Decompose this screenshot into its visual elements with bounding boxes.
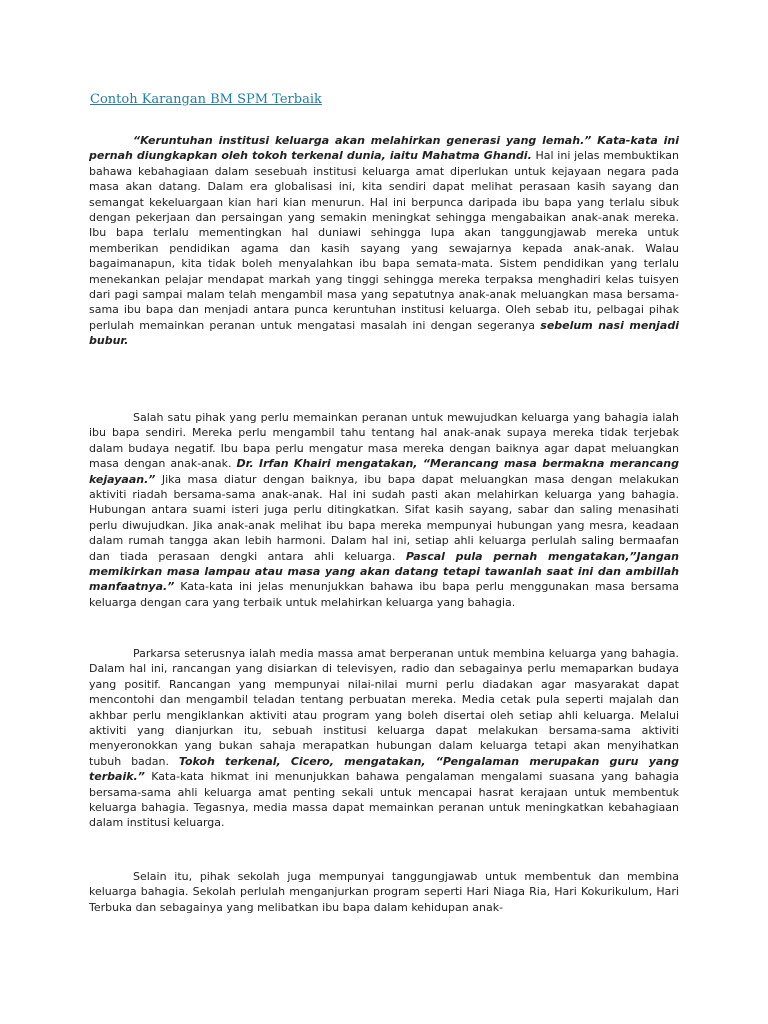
quote-irfan-khairi: Dr. Irfan Khairi mengatakan, “Merancang masa bermakna merancang kejayaan.” xyxy=(89,457,679,486)
paragraph-1-text: Hal ini jelas membuktikan bahawa kebahagiaan dalam sesebuah institusi keluarga amat diperlukan untuk kejayaan negara pada masa akan datang. Dalam era globalisasi ini, kita sendiri dapat melihat perasaan kasih sayang dan semangat kekeluargaan kian hari kian menurun. Hal ini berpunca daripada ibu bapa yang terlalu sibuk dengan pekerjaan dan persaingan yang semakin meningkat sehingga mengabaikan anak-anak mereka. Ibu bapa terlalu mementingkan hal duniawi sehingga lupa akan tanggungjawab mereka untuk memberikan pendidikan agama dan kasih sayang yang sewajarnya kepada anak-anak. Walau bagaimanapun, kita tidak boleh menyalahkan ibu bapa semata-mata. Sistem pendidikan yang terlalu menekankan pelajar mendapat markah yang tinggi sehingga mereka terpaksa menghadiri kelas tuisyen dari pagi sampai malam telah mengambil masa yang sepatutnya anak-anak meluangkan masa bersama-sama ibu bapa dan menjadi antara punca keruntuhan institusi keluarga. Oleh sebab itu, pelbagai pihak perlulah memainkan peranan untuk mengatasi masalah ini dengan segeranya xyxy=(89,149,679,332)
document-title: Contoh Karangan BM SPM Terbaik xyxy=(90,92,322,107)
quote-mahatma-ghandi: “Keruntuhan institusi keluarga akan melahirkan generasi yang lemah.” Kata-kata ini pernah diungkapkan oleh tokoh terkenal dunia, iaitu Mahatma Ghandi. xyxy=(89,134,679,163)
paragraph-2-text-b: Jika masa diatur dengan baiknya, ibu bapa dapat meluangkan masa dengan melakukan aktiviti riadah bersama-sama anak-anak. Hal ini sudah pasti akan melahirkan keluarga yang bahagia. Hubungan antara suami isteri juga perlu ditingkatkan. Sifat kasih sayang, sabar dan saling menasihati perlu diwujudkan. Jika anak-anak melihat ibu bapa mereka mempunyai hubungan yang mesra, keadaan dalam rumah tangga akan lebih harmoni. Dalam hal ini, setiap ahli keluarga perlulah saling bermaafan dan tiada perasaan dengki antara ahli keluarga. xyxy=(89,472,679,563)
paragraph-2-text-c: Kata-kata ini jelas menunjukkan bahawa ibu bapa perlu menggunakan masa bersama keluarga dengan cara yang terbaik untuk melahirkan keluarga yang bahagia. xyxy=(89,580,679,609)
paragraph-4-text: Selain itu, pihak sekolah juga mempunyai tanggungjawab untuk membentuk dan membina keluarga bahagia. Sekolah perlulah menganjurkan program seperti Hari Niaga Ria, Hari Kokurikulum, Hari Terbuka dan sebagainya yang melibatkan ibu bapa dalam kehidupan anak- xyxy=(89,870,679,914)
quote-pascal: Pascal pula pernah mengatakan,”Jangan memikirkan masa lampau atau masa yang akan datang tetapi tawanlah saat ini dan ambillah manfaatnya.” xyxy=(89,549,680,594)
quote-cicero: Tokoh terkenal, Cicero, mengatakan, “Pengalaman merupakan guru yang terbaik.” xyxy=(89,754,680,784)
paragraph-3-text-b: Kata-kata hikmat ini menunjukkan bahawa pengalaman mengalami suasana yang bahagia bersama-sama ahli keluarga amat penting sekali untuk mencapai hasrat kerajaan untuk membentuk keluarga bahagia. Tegasnya, media massa dapat memainkan peranan untuk meningkatkan kebahagiaan dalam institusi keluarga. xyxy=(89,770,679,830)
paragraph-4 xyxy=(89,869,679,915)
paragraph-3 xyxy=(89,646,679,831)
paragraph-2 xyxy=(89,410,679,610)
paragraph-2-text-a: Salah satu pihak yang perlu memainkan peranan untuk mewujudkan keluarga yang bahagia ialah ibu bapa sendiri. Mereka perlu mengambil tahu tentang hal anak-anak supaya mereka tidak terjebak dalam budaya negatif. Ibu bapa perlu mengatur masa mereka dengan baiknya agar dapat meluangkan masa dengan anak-anak. xyxy=(89,411,679,471)
paragraph-3-text-a: Parkarsa seterusnya ialah media massa amat berperanan untuk membina keluarga yang bahagia. Dalam hal ini, rancangan yang disiarkan di televisyen, radio dan sebagainya perlu memaparkan budaya yang positif. Rancangan yang mempunyai nilai-nilai murni perlu diadakan agar masyarakat dapat mencontohi dan mengambil teladan tentang perbuatan mereka. Media cetak pula seperti majalah dan akhbar perlu mengiklankan aktiviti atau program yang boleh disertai oleh setiap ahli keluarga. Melalui aktiviti yang dianjurkan itu, sebuah institusi keluarga dapat melakukan bersama-sama aktiviti menyeronokkan yang bukan sahaja merapatkan hubungan dalam keluarga tetapi akan menyihatkan tubuh badan. xyxy=(89,647,679,768)
peribahasa-nasi-bubur: sebelum nasi menjadi bubur. xyxy=(89,318,680,348)
paragraph-1 xyxy=(89,133,679,349)
